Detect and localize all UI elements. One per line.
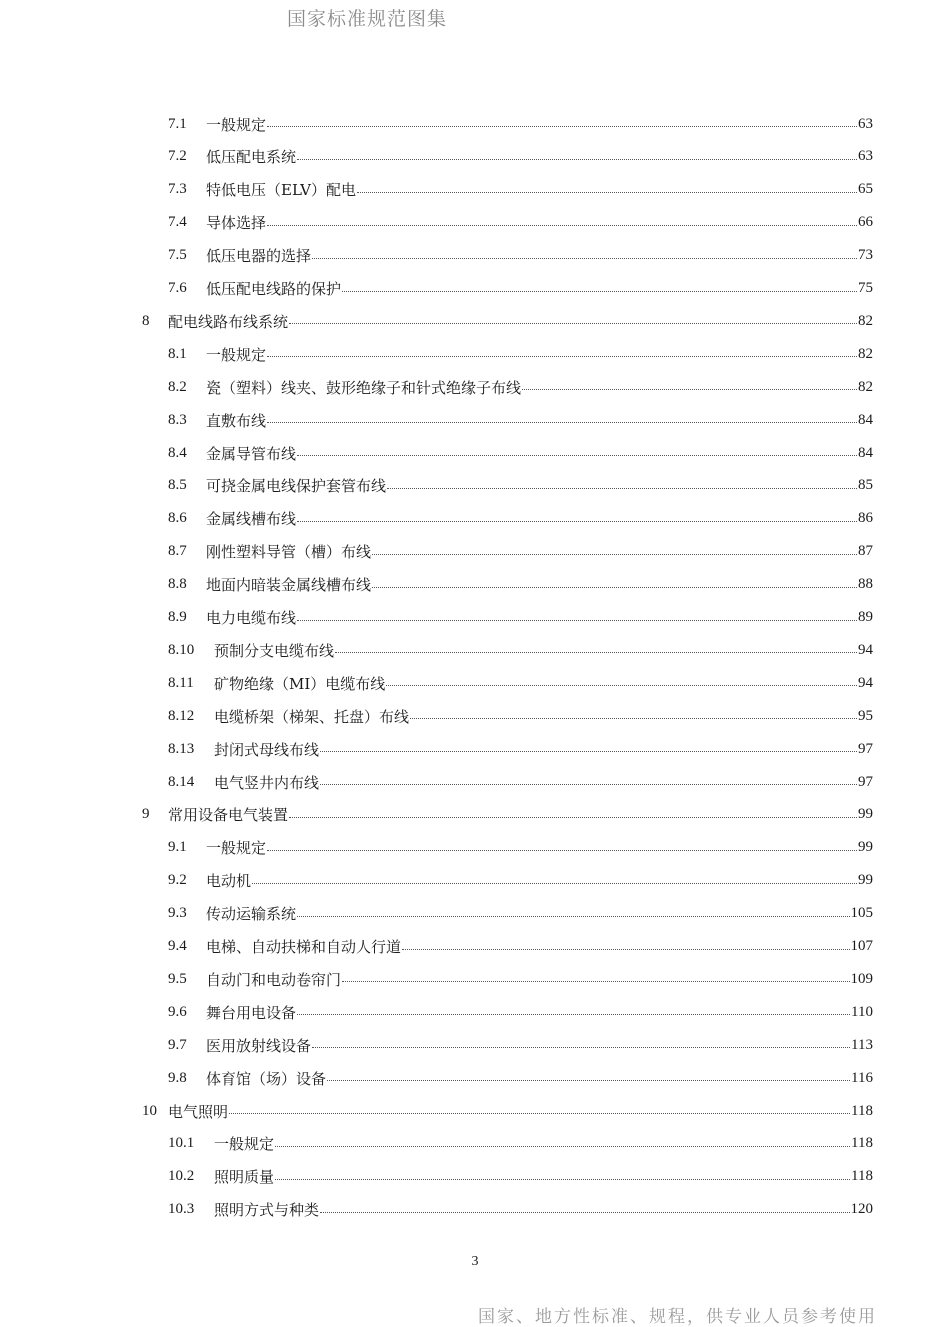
toc-dot-leader — [312, 257, 857, 259]
toc-entry — [168, 273, 873, 305]
toc-entry-page: 63 — [858, 115, 873, 132]
toc-entry-page: 97 — [858, 740, 873, 757]
toc-entry — [142, 1095, 873, 1127]
toc-dot-leader — [357, 191, 857, 193]
toc-dot-leader — [267, 355, 857, 357]
toc-entry-number: 8.10 — [168, 641, 195, 658]
toc-entry-page: 107 — [850, 938, 873, 954]
toc-entry — [168, 108, 873, 140]
toc-dot-leader — [327, 1079, 850, 1081]
toc-entry-page: 82 — [858, 345, 873, 362]
toc-entry-page: 116 — [851, 1069, 873, 1086]
toc-entry-number: 9.5 — [168, 970, 187, 987]
toc-entry-number: 8.6 — [168, 510, 187, 527]
toc-entry-page: 118 — [851, 1102, 873, 1119]
toc-entry-page: 94 — [858, 674, 873, 691]
toc-entry-title: 封闭式母线布线 — [214, 740, 320, 759]
toc-entry-title: 体育馆（场）设备 — [206, 1069, 327, 1088]
toc-dot-leader — [342, 290, 857, 292]
page-header-title: 国家标准规范图集 — [287, 8, 448, 30]
toc-entry-number: 7.3 — [168, 181, 187, 198]
toc-entry-number: 10.1 — [168, 1135, 195, 1152]
toc-entry-title: 自动门和电动卷帘门 — [206, 970, 342, 989]
toc-entry — [168, 963, 873, 995]
toc-entry-title: 电梯、自动扶梯和自动人行道 — [206, 938, 402, 956]
toc-entry-title: 电缆桥架（梯架、托盘）布线 — [214, 707, 410, 726]
toc-entry-number: 8.1 — [168, 345, 187, 362]
toc-entry — [168, 602, 873, 634]
toc-entry-number: 9.3 — [168, 905, 187, 922]
toc-entry-number: 8.3 — [168, 411, 187, 428]
toc-entry-number: 10.2 — [168, 1168, 195, 1185]
toc-entry — [168, 371, 873, 403]
toc-entry-page: 75 — [858, 280, 873, 296]
toc-entry — [168, 996, 873, 1028]
toc-dot-leader — [297, 158, 857, 160]
toc-dot-leader — [267, 849, 857, 851]
toc-entry-page: 63 — [858, 148, 873, 165]
toc-entry-number: 7.4 — [168, 214, 187, 231]
toc-entry-page: 84 — [858, 444, 873, 461]
toc-entry-title: 金属导管布线 — [206, 444, 297, 463]
toc-entry — [168, 240, 873, 272]
toc-entry-page: 109 — [850, 970, 873, 987]
toc-entry-number: 8.11 — [168, 674, 194, 691]
toc-entry-title: 照明质量 — [214, 1168, 275, 1187]
toc-entry-number: 7.5 — [168, 247, 187, 264]
toc-entry — [168, 1194, 873, 1226]
toc-dot-leader — [402, 948, 849, 950]
toc-entry-number: 8.13 — [168, 740, 195, 757]
toc-entry — [142, 799, 873, 831]
page-number: 3 — [471, 1254, 479, 1269]
toc-dot-leader — [267, 224, 857, 226]
toc-entry — [168, 569, 873, 601]
toc-entry — [168, 700, 873, 732]
toc-dot-leader — [275, 1145, 850, 1147]
toc-entry — [168, 404, 873, 436]
toc-entry-title: 地面内暗装金属线槽布线 — [206, 576, 372, 595]
toc-entry-number: 10.3 — [168, 1201, 195, 1218]
toc-entry-number: 8.12 — [168, 707, 195, 724]
toc-entry-page: 82 — [858, 378, 873, 395]
toc-entry-page: 87 — [858, 543, 873, 560]
toc-entry-title: 一般规定 — [206, 839, 267, 858]
toc-dot-leader — [275, 1178, 850, 1180]
toc-entry — [168, 733, 873, 765]
toc-entry-title: 预制分支电缆布线 — [214, 641, 335, 660]
toc-entry-number: 9.4 — [168, 938, 187, 954]
toc-entry-page: 99 — [858, 839, 873, 856]
toc-entry — [168, 1128, 873, 1160]
toc-dot-leader — [320, 750, 857, 752]
toc-entry — [168, 898, 873, 930]
toc-entry-title: 导体选择 — [206, 214, 267, 233]
toc-dot-leader — [372, 586, 857, 588]
toc-entry-title: 低压电器的选择 — [206, 247, 312, 266]
toc-entry-page: 66 — [858, 214, 873, 231]
toc-dot-leader — [372, 553, 857, 555]
toc-entry — [168, 503, 873, 535]
toc-dot-leader — [267, 421, 857, 423]
toc-entry-number: 8.7 — [168, 543, 187, 560]
toc-entry-number: 9.2 — [168, 872, 187, 889]
toc-entry-number: 8.4 — [168, 444, 187, 461]
toc-entry — [168, 174, 873, 206]
toc-entry-title: 电气照明 — [168, 1102, 229, 1121]
toc-entry-number: 7.1 — [168, 115, 187, 132]
toc-dot-leader — [252, 882, 857, 884]
toc-entry-number: 7.2 — [168, 148, 187, 165]
toc-dot-leader — [386, 684, 857, 686]
toc-entry — [168, 338, 873, 370]
toc-entry-title: 可挠金属电线保护套管布线 — [206, 477, 387, 496]
toc-dot-leader — [297, 1013, 850, 1015]
toc-entry-number: 8.2 — [168, 378, 187, 395]
toc-entry — [168, 667, 873, 699]
toc-entry-title: 低压配电线路的保护 — [206, 280, 342, 298]
toc-entry-title: 一般规定 — [206, 345, 267, 364]
toc-entry-page: 85 — [858, 477, 873, 494]
toc-entry-title: 配电线路布线系统 — [168, 312, 289, 331]
toc-entry-number: 9.8 — [168, 1069, 187, 1086]
toc-entry-page: 82 — [858, 312, 873, 329]
toc-entry-title: 直敷布线 — [206, 411, 267, 430]
toc-dot-leader — [320, 1211, 849, 1213]
toc-dot-leader — [289, 322, 857, 324]
toc-dot-leader — [297, 915, 849, 917]
toc-dot-leader — [289, 816, 857, 818]
toc-entry-page: 99 — [858, 806, 873, 823]
toc-entry — [168, 1161, 873, 1193]
toc-entry-title: 一般规定 — [206, 115, 267, 134]
toc-entry-page: 86 — [858, 510, 873, 527]
toc-entry-page: 88 — [858, 576, 873, 593]
toc-entry-title: 一般规定 — [214, 1135, 275, 1154]
footer-note: 国家、地方性标准、规程，供专业人员参考使用 — [478, 1307, 877, 1327]
toc-entry-page: 84 — [858, 411, 873, 428]
toc-entry — [168, 207, 873, 239]
toc-entry-title: 电力电缆布线 — [206, 609, 297, 627]
toc-entry-page: 120 — [850, 1201, 873, 1218]
toc-entry-title: 低压配电系统 — [206, 148, 297, 167]
toc-entry-page: 105 — [850, 905, 873, 922]
toc-entry-page: 89 — [858, 609, 873, 625]
toc-entry-page: 118 — [851, 1168, 873, 1185]
toc-entry-title: 电动机 — [206, 872, 252, 891]
toc-dot-leader — [342, 980, 849, 982]
toc-dot-leader — [297, 454, 857, 456]
toc-entry-number: 10 — [142, 1102, 157, 1119]
toc-entry-number: 8.14 — [168, 773, 195, 790]
toc-entry-page: 97 — [858, 773, 873, 790]
toc-entry-page: 113 — [851, 1036, 873, 1053]
toc-entry-number: 8.8 — [168, 576, 187, 593]
toc-entry — [168, 832, 873, 864]
toc-entry-number: 9.7 — [168, 1036, 187, 1053]
toc-dot-leader — [410, 717, 857, 719]
toc-entry-title: 照明方式与种类 — [214, 1201, 320, 1220]
toc-entry — [168, 141, 873, 173]
toc-entry-title: 矿物绝缘（MI）电缆布线 — [214, 674, 386, 693]
toc-entry-page: 65 — [858, 181, 873, 198]
toc-entry-title: 瓷（塑料）线夹、鼓形绝缘子和针式绝缘子布线 — [206, 378, 522, 397]
toc-dot-leader — [297, 520, 857, 522]
toc-dot-leader — [229, 1112, 850, 1114]
toc-entry-title: 传动运输系统 — [206, 905, 297, 924]
toc-entry-page: 99 — [858, 872, 873, 889]
toc-entry — [168, 536, 873, 568]
toc-entry-number: 9.1 — [168, 839, 187, 856]
toc-entry — [168, 931, 873, 963]
toc-dot-leader — [387, 487, 857, 489]
toc-entry-number: 8 — [142, 312, 150, 329]
toc-entry-page: 95 — [858, 707, 873, 724]
toc-entry-number: 8.9 — [168, 609, 187, 625]
toc-entry-title: 常用设备电气装置 — [168, 806, 289, 825]
toc-entry-page: 73 — [858, 247, 873, 264]
toc-dot-leader — [320, 783, 857, 785]
toc-entry-title: 舞台用电设备 — [206, 1003, 297, 1022]
toc-entry — [168, 437, 873, 469]
toc-entry — [168, 865, 873, 897]
toc-entry-title: 金属线槽布线 — [206, 510, 297, 529]
toc-entry-page: 118 — [851, 1135, 873, 1152]
toc-entry — [168, 1029, 873, 1061]
toc-dot-leader — [312, 1046, 850, 1048]
toc-entry — [168, 1062, 873, 1094]
toc-entry — [168, 766, 873, 798]
toc-entry-page: 94 — [858, 641, 873, 658]
toc-entry-page: 110 — [851, 1003, 873, 1020]
toc-entry — [142, 305, 873, 337]
toc-dot-leader — [522, 388, 857, 390]
toc-entry — [168, 470, 873, 502]
toc-entry-title: 电气竖井内布线 — [214, 773, 320, 792]
toc-entry-title: 特低电压（ELV）配电 — [206, 181, 356, 200]
toc-entry-title: 医用放射线设备 — [206, 1036, 312, 1055]
toc-entry — [168, 634, 873, 666]
toc-entry-number: 9 — [142, 806, 150, 823]
toc-entry-title: 刚性塑料导管（槽）布线 — [206, 543, 372, 562]
toc-entry-number: 7.6 — [168, 280, 187, 296]
toc-dot-leader — [297, 619, 857, 621]
toc-dot-leader — [267, 125, 857, 127]
toc-dot-leader — [335, 651, 857, 653]
toc-entry-number: 9.6 — [168, 1003, 187, 1020]
toc-entry-number: 8.5 — [168, 477, 187, 494]
